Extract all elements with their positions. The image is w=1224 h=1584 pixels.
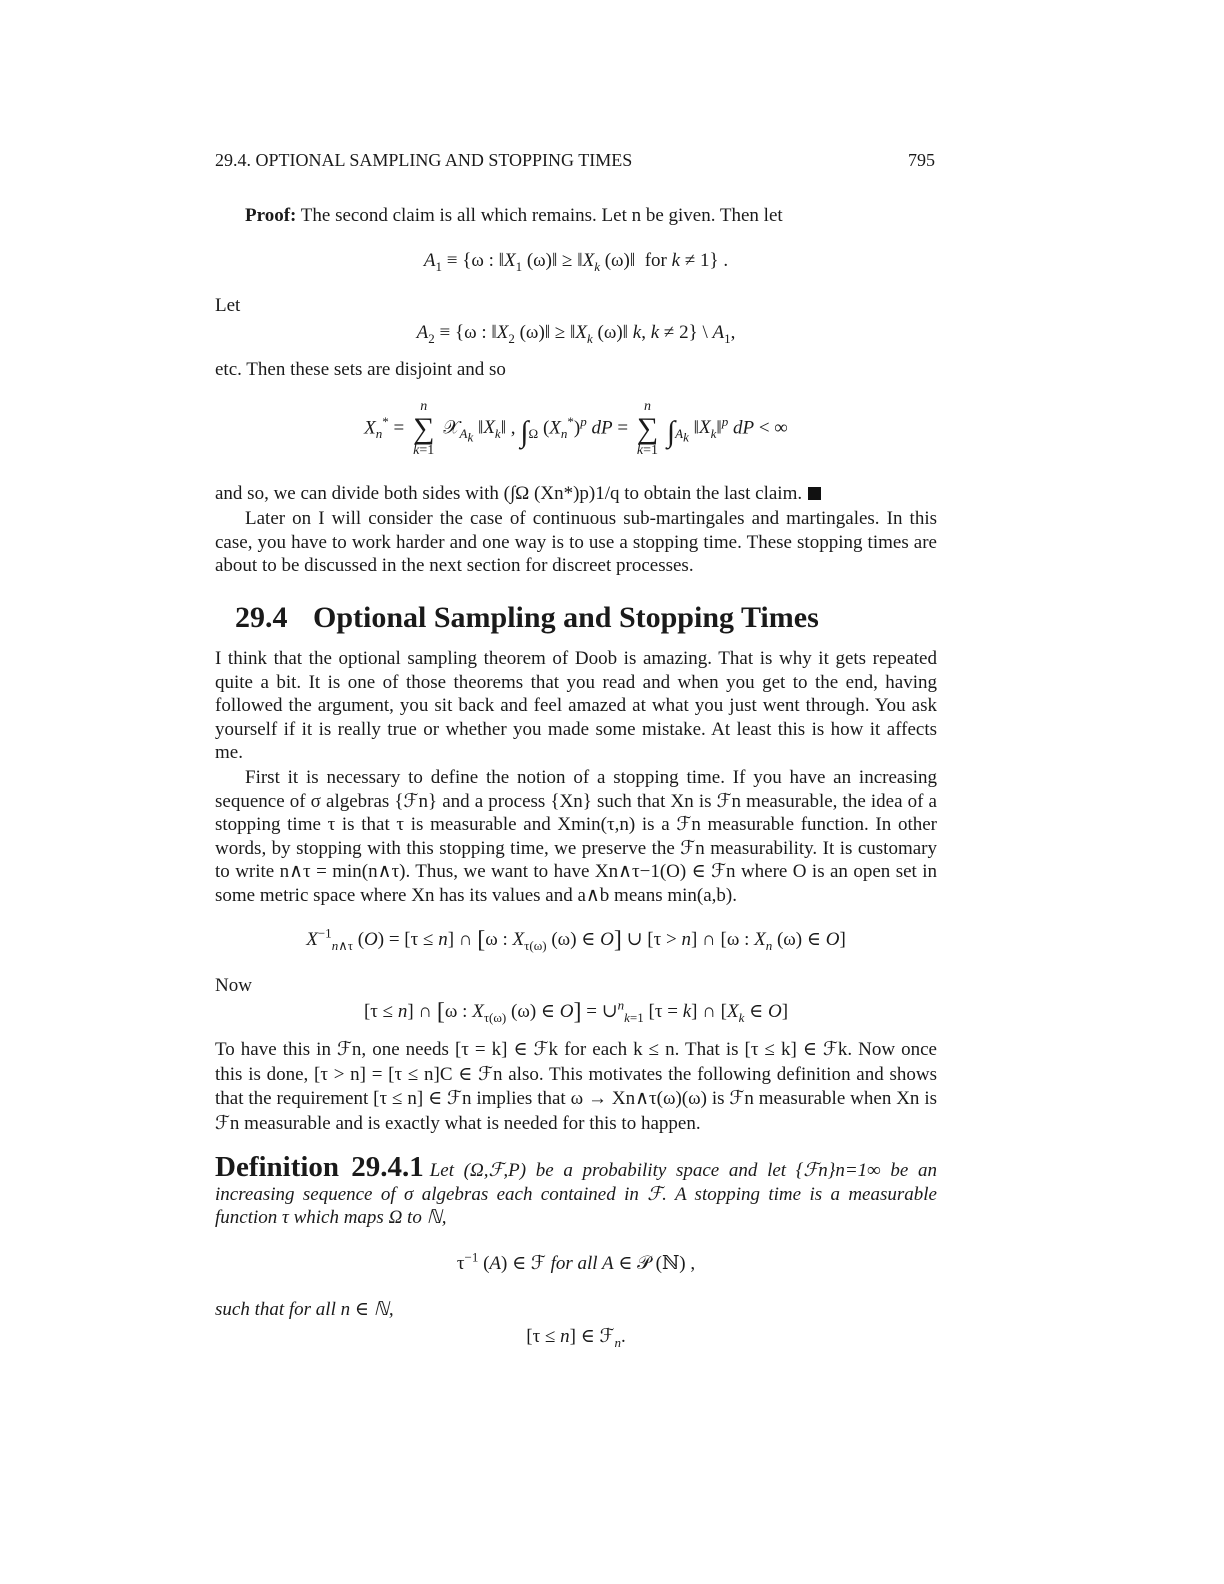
equation-union: [τ ≤ n] ∩ [ω : $X_{\tau(\omega)}$ (ω) ∈ O] = ∪$^n_{k=1}$ [τ = k] ∩ [$X_k$ ∈ O] [363, 997, 789, 1025]
proof-paragraph [215, 204, 937, 228]
after-equation-paragraph [215, 482, 937, 506]
definition-block [215, 1151, 937, 1230]
proof-label: Proof: [245, 205, 297, 226]
header-page-number: 795 [908, 150, 935, 170]
to-have-paragraph: To have this in ℱn, one needs [τ = k] ∈ ℱk for each k ≤ n. That is [τ ≤ k] ∈ ℱk. Now once this is done, [τ > n] = [τ ≤ n]C ∈ ℱn also. This motivates the following definition and shows that the requirement [τ ≤ n] ∈ ℱn implies that ω → Xn∧τ(ω)(ω) is ℱn measurable when Xn is ℱn measurable and is exactly what is needed for this to happen. [215, 1039, 937, 1134]
definition-label: Definition 29.4.1 [215, 1151, 424, 1183]
section-number: 29.4 [235, 601, 288, 634]
equation-a2: $A_2 \equiv \{\omega$ : $‖X_2$ (ω)‖ ≥ $‖X_k$ (ω)‖ k, k ≠ 2} \ $A_1$, [416, 322, 736, 346]
etc-text: etc. Then these sets are disjoint and so [215, 359, 506, 380]
definition-text: Let (Ω,ℱ,P) be a probability space and let {ℱn}n=1∞ be an increasing sequence of σ algebras each contained in ℱ. A stopping time is a measurable function τ which maps Ω to ℕ, [215, 1160, 937, 1228]
first-paragraph: First it is necessary to define the notion of a stopping time. If you have an increasing sequence of σ algebras {ℱn} and a process {Xn} such that Xn is ℱn measurable, the idea of a stopping time τ is that τ is measurable and Xmin(τ,n) is a ℱn measurable function. In other words, by stopping with this stopping time, we preserve the ℱn measurability. It is customary to write n∧τ = min(n∧τ). Thus, we want to have Xn∧τ−1(O) ∈ ℱn where O is an open set in some metric space where Xn has its values and a∧b means min(a,b). [215, 767, 937, 906]
now-text: Now [215, 975, 252, 996]
equation-preimage: $X^{-1}_{n\wedge\tau}$ (O) = [τ ≤ n] ∩ [ω : $X_{\tau(\omega)}$ (ω) ∈ O] ∪ [τ > n] ∩ [ω : $X_n$ (ω) ∈ O] [306, 925, 846, 953]
section-heading [235, 600, 819, 636]
section-title: Optional Sampling and Stopping Times [313, 601, 819, 634]
such-that-text: such that for all n ∈ ℕ, [215, 1299, 394, 1320]
qed-square-icon [808, 487, 821, 500]
after-equation-text: and so, we can divide both sides with (∫Ω (Xn*)p)1/q to obtain the last claim. [215, 483, 803, 504]
equation-preimage-tau: $\tau^{-1}$ (A) ∈ ℱ for all A ∈ 𝒫 (ℕ) , [456, 1249, 696, 1274]
header-section-title: 29.4. OPTIONAL SAMPLING AND STOPPING TIMES [215, 150, 633, 170]
later-paragraph: Later on I will consider the case of continuous sub-martingales and martingales. In this case, you have to work harder and one way is to use a stopping time. These stopping times are about to be discussed in the next section for discreet processes. [215, 508, 937, 576]
let-text: Let [215, 295, 241, 316]
intro-paragraph: I think that the optional sampling theorem of Doob is amazing. That is why it gets repeated quite a bit. It is one of those theorems that you read and when you get to the end, having followed the argument, you sit back and feel amazed at what you just went through. You ask yourself if it is really true or whether you made some mistake. At least this is how it affects me. [215, 648, 937, 763]
equation-sum: $X_n^* = n$ ∑ k=1 𝒳$_{A_k}$ $‖X_k‖$ , $\int_\Omega$ $(X_n^*)^p$ dP = n ∑ k=1 $\int_{A_k}$ $‖X_k‖^p$ dP < ∞ [364, 399, 788, 458]
proof-text: The second claim is all which remains. Let n be given. Then let [300, 205, 783, 226]
equation-a1: $A_1 \equiv \{\omega$ : $‖X_1$ (ω)‖ ≥ $‖X_k$ (ω)‖ for k ≠ 1} . [423, 250, 729, 274]
equation-stopping-condition: [τ ≤ n] ∈ ℱ$_n$. [526, 1326, 626, 1350]
